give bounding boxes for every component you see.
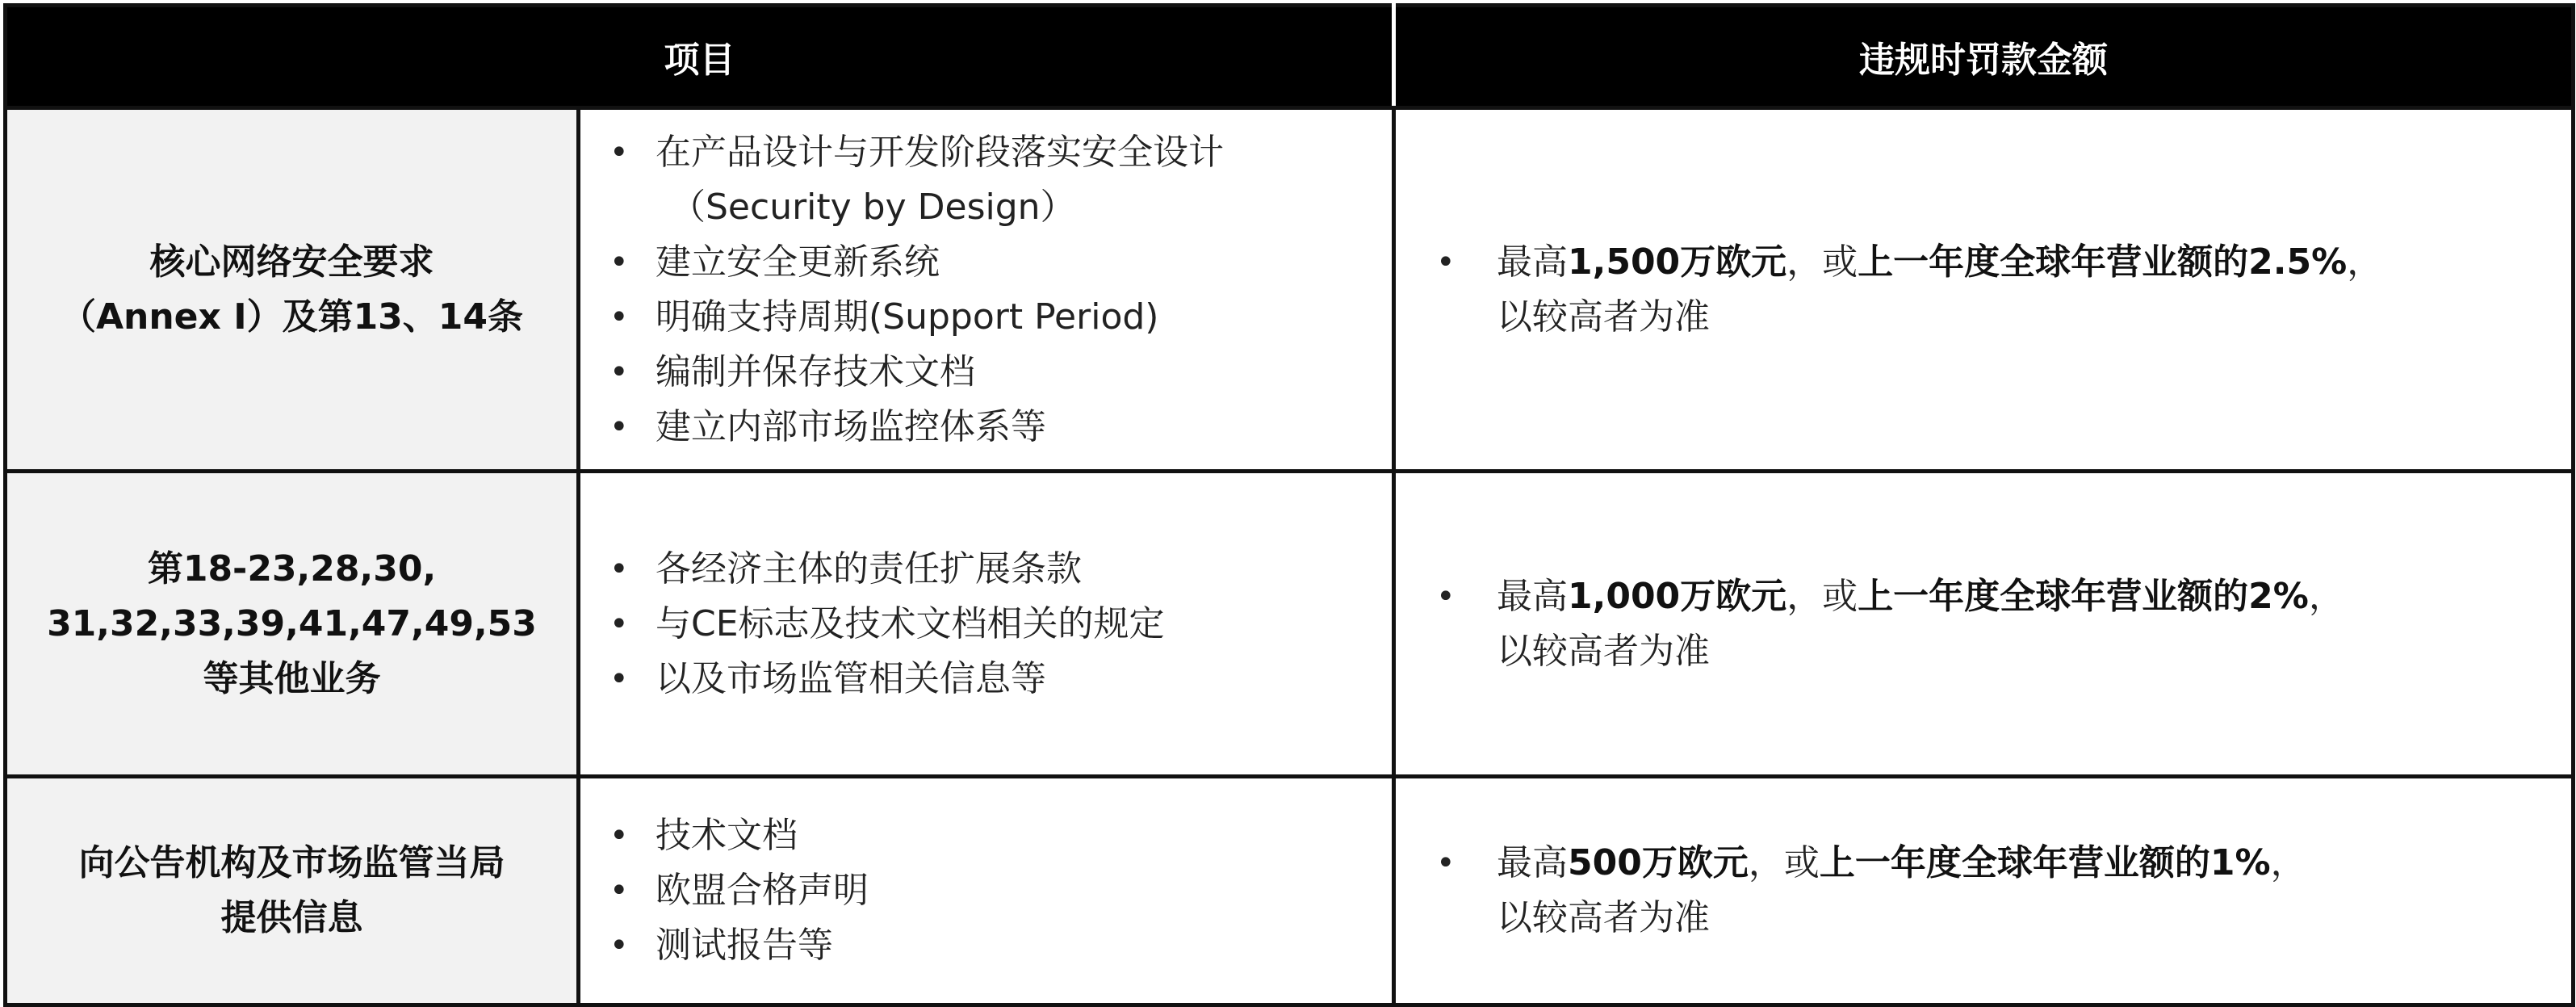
bullet-icon: • bbox=[1436, 845, 1456, 882]
table-row bbox=[6, 777, 2574, 1005]
table-row bbox=[6, 472, 2574, 777]
list-item bbox=[605, 542, 1376, 597]
bullet-icon: • bbox=[609, 133, 629, 171]
item-text: 建立内部市场监控体系等 bbox=[656, 405, 1046, 447]
penalty-turnover: 上一年度全球年营业额的1% bbox=[1819, 842, 2271, 883]
penalty-text bbox=[1420, 569, 2555, 679]
list-item bbox=[605, 652, 1376, 707]
items-list bbox=[605, 542, 1376, 707]
items-cell bbox=[579, 108, 1394, 472]
bullet-icon: • bbox=[609, 243, 629, 281]
bullet-icon: • bbox=[609, 605, 629, 643]
item-text-continuation: （Security by Design） bbox=[670, 186, 1076, 228]
item-text: 以及市场监管相关信息等 bbox=[656, 657, 1046, 699]
header-project: 项目 bbox=[6, 6, 1394, 108]
table-row bbox=[6, 108, 2574, 472]
items-list bbox=[605, 125, 1376, 455]
penalty-connector: ，或 bbox=[1786, 241, 1858, 283]
penalty-cell bbox=[1394, 777, 2574, 1005]
penalty-amount: 1,500万欧元 bbox=[1568, 241, 1787, 283]
penalty-text bbox=[1420, 836, 2555, 946]
penalty-amount: 1,000万欧元 bbox=[1568, 575, 1787, 617]
list-item bbox=[605, 597, 1376, 652]
item-text: 建立安全更新系统 bbox=[656, 241, 940, 283]
penalty-connector: ，或 bbox=[1786, 575, 1858, 617]
bullet-icon: • bbox=[609, 298, 629, 336]
penalty-line-1 bbox=[1497, 235, 2555, 290]
item-text: 测试报告等 bbox=[656, 925, 833, 966]
bullet-icon: • bbox=[609, 550, 629, 588]
list-item bbox=[605, 290, 1376, 345]
penalty-connector: ，或 bbox=[1748, 842, 1820, 883]
list-item bbox=[605, 400, 1376, 455]
item-text: 明确支持周期(Support Period) bbox=[656, 296, 1159, 338]
list-item bbox=[605, 808, 1376, 863]
header-fine-amount: 违规时罚款金额 bbox=[1394, 6, 2574, 108]
list-item bbox=[605, 125, 1376, 235]
penalty-text bbox=[1420, 235, 2555, 345]
category-line: 向公告机构及市场监管当局 bbox=[78, 842, 505, 883]
penalty-prefix: 最高 bbox=[1497, 241, 1568, 283]
penalty-line-2: 以较高者为准 bbox=[1497, 630, 1710, 672]
category-line: 31,32,33,39,41,47,49,53 bbox=[47, 602, 537, 644]
bullet-icon: • bbox=[609, 927, 629, 964]
penalty-line-2: 以较高者为准 bbox=[1497, 897, 1710, 938]
bullet-icon: • bbox=[609, 408, 629, 446]
penalty-punct: ， bbox=[2308, 575, 2344, 617]
penalty-prefix: 最高 bbox=[1497, 575, 1568, 617]
penalty-punct: ， bbox=[2270, 842, 2306, 883]
category-cell bbox=[6, 108, 579, 472]
bullet-icon: • bbox=[609, 817, 629, 854]
item-text: 欧盟合格声明 bbox=[656, 870, 869, 911]
penalty-table bbox=[3, 3, 2575, 1007]
penalty-line-1 bbox=[1497, 569, 2555, 624]
category-line: 等其他业务 bbox=[203, 657, 381, 699]
penalty-amount: 500万欧元 bbox=[1568, 842, 1749, 883]
list-item bbox=[605, 235, 1376, 290]
table-header-row bbox=[6, 6, 2574, 108]
item-text: 在产品设计与开发阶段落实安全设计 bbox=[656, 131, 1224, 173]
list-item bbox=[605, 863, 1376, 918]
items-cell bbox=[579, 472, 1394, 777]
bullet-icon: • bbox=[609, 872, 629, 909]
penalty-line-1 bbox=[1497, 836, 2555, 891]
bullet-icon: • bbox=[609, 353, 629, 391]
penalty-turnover: 上一年度全球年营业额的2% bbox=[1858, 575, 2309, 617]
category-line: （Annex I）及第13、14条 bbox=[60, 296, 524, 338]
penalty-turnover: 上一年度全球年营业额的2.5% bbox=[1858, 241, 2348, 283]
bullet-icon: • bbox=[1436, 243, 1456, 281]
items-cell bbox=[579, 777, 1394, 1005]
category-line: 第18-23,28,30, bbox=[147, 548, 437, 590]
list-item bbox=[605, 345, 1376, 400]
bullet-icon: • bbox=[1436, 577, 1456, 615]
item-text: 技术文档 bbox=[656, 815, 798, 856]
item-text: 与CE标志及技术文档相关的规定 bbox=[656, 602, 1165, 644]
penalty-cell bbox=[1394, 108, 2574, 472]
bullet-icon: • bbox=[609, 660, 629, 698]
item-text: 编制并保存技术文档 bbox=[656, 350, 975, 392]
items-list bbox=[605, 808, 1376, 973]
list-item bbox=[605, 918, 1376, 973]
penalty-punct: ， bbox=[2347, 241, 2383, 283]
penalty-line-2: 以较高者为准 bbox=[1497, 296, 1710, 338]
category-line: 提供信息 bbox=[220, 897, 363, 938]
item-text: 各经济主体的责任扩展条款 bbox=[656, 548, 1082, 590]
penalty-prefix: 最高 bbox=[1497, 842, 1568, 883]
penalty-cell bbox=[1394, 472, 2574, 777]
category-cell bbox=[6, 472, 579, 777]
category-line: 核心网络安全要求 bbox=[149, 241, 434, 283]
category-cell bbox=[6, 777, 579, 1005]
